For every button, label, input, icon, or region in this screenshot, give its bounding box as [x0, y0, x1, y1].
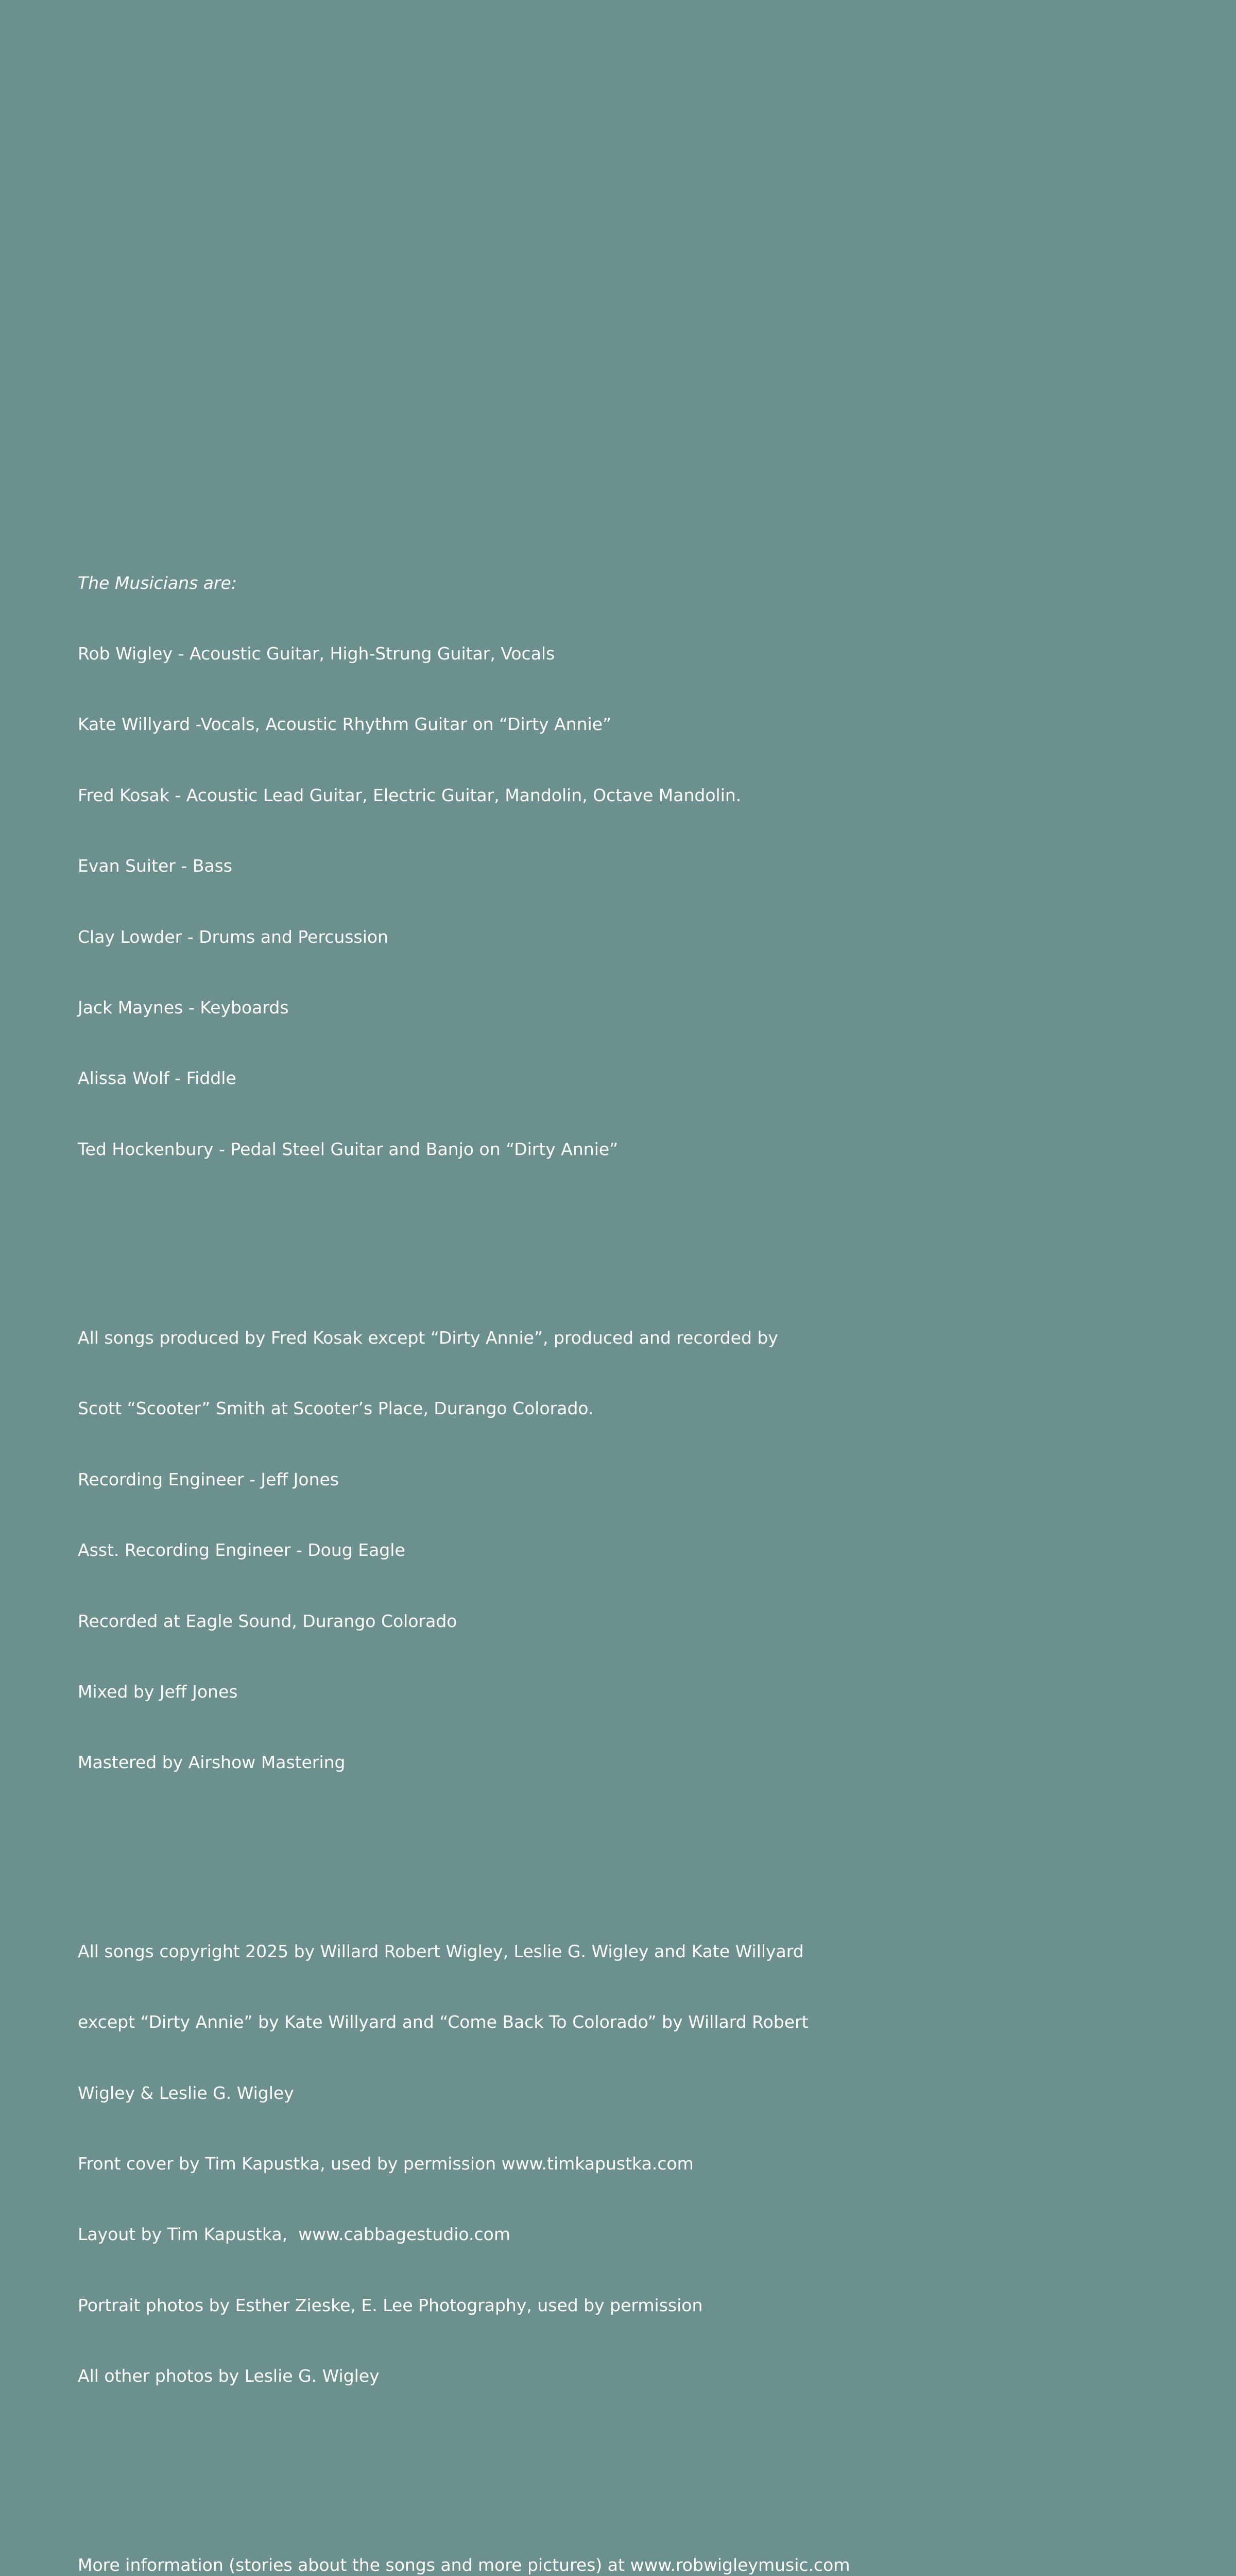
- musician-line: Fred Kosak - Acoustic Lead Guitar, Electric Guitar, Mandolin, Octave Mandolin.: [78, 785, 742, 805]
- production-line: Recording Engineer - Jeff Jones: [78, 1469, 339, 1489]
- more-info-line: More information (stories about the songs and more pictures) at www.robwigleymusic.com: [78, 2554, 850, 2575]
- musician-line: Alissa Wolf - Fiddle: [78, 1068, 236, 1089]
- copyright-line: Wigley & Leslie G. Wigley: [78, 2082, 294, 2103]
- copyright-line: Layout by Tim Kapustka, www.cabbagestudio.com: [78, 2224, 510, 2245]
- production-line: Mixed by Jeff Jones: [78, 1682, 238, 1702]
- musician-line: Evan Suiter - Bass: [78, 856, 232, 876]
- musician-line: Clay Lowder - Drums and Percussion: [78, 926, 389, 947]
- musician-line: Ted Hockenbury - Pedal Steel Guitar and Banjo on “Dirty Annie”: [78, 1139, 619, 1159]
- copyright-line: Front cover by Tim Kapustka, used by permission www.timkapustka.com: [78, 2153, 694, 2174]
- copyright-line: All songs copyright 2025 by Willard Robert Wigley, Leslie G. Wigley and Kate Willyard: [78, 1941, 804, 1961]
- copyright-line: except “Dirty Annie” by Kate Willyard and “Come Back To Colorado” by Willard Robert: [78, 2012, 809, 2032]
- musician-line: Kate Willyard -Vocals, Acoustic Rhythm Guitar on “Dirty Annie”: [78, 714, 612, 735]
- paragraph-gap: [78, 1232, 1159, 1256]
- musicians-heading: The Musicians are:: [78, 572, 237, 593]
- paragraph-gap: [78, 2459, 1159, 2482]
- production-line: Mastered by Airshow Mastering: [78, 1752, 346, 1773]
- production-line: Recorded at Eagle Sound, Durango Colorado: [78, 1611, 457, 1631]
- production-line: All songs produced by Fred Kosak except “Dirty Annie”, produced and recorded by: [78, 1328, 778, 1348]
- musician-line: Jack Maynes - Keyboards: [78, 997, 289, 1018]
- musician-line: Rob Wigley - Acoustic Guitar, High-Strung Guitar, Vocals: [78, 643, 555, 664]
- copyright-line: All other photos by Leslie G. Wigley: [78, 2366, 380, 2386]
- credits-text-block: [78, 524, 1159, 2576]
- copyright-line: Portrait photos by Esther Zieske, E. Lee Photography, used by permission: [78, 2295, 703, 2315]
- production-line: Scott “Scooter” Smith at Scooter’s Place, Durango Colorado.: [78, 1398, 594, 1419]
- production-line: Asst. Recording Engineer - Doug Eagle: [78, 1540, 405, 1561]
- paragraph-gap: [78, 1845, 1159, 1869]
